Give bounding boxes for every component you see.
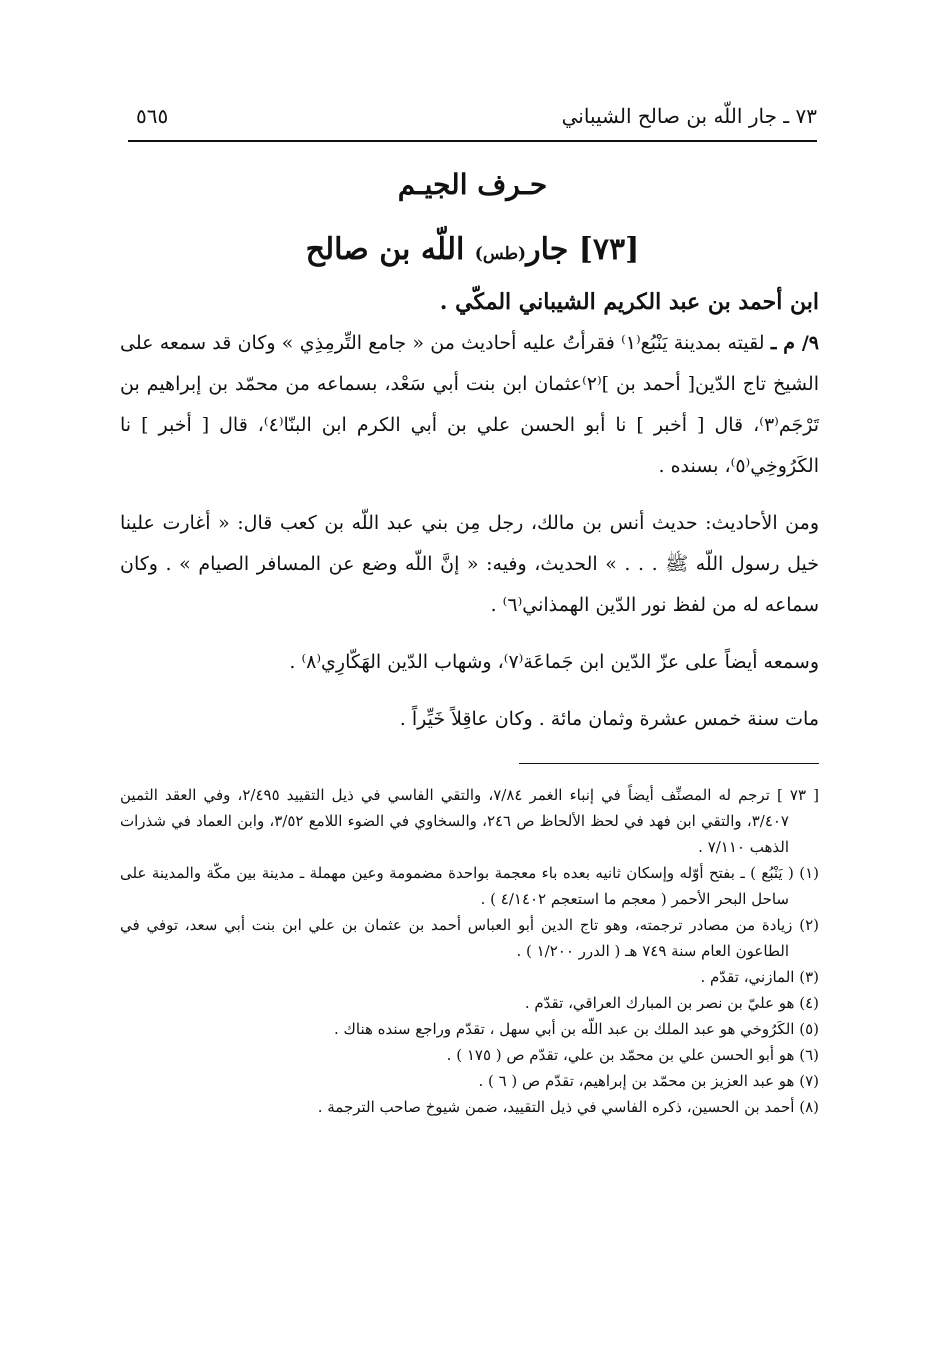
entry-siglum: (طس) — [474, 244, 527, 264]
entry-number: [٧٣] — [578, 232, 640, 267]
entry-lineage: ابن أحمد بن عبد الكريم الشيباني المكّي . — [439, 289, 819, 315]
footnote-4: (٤) هو عليّ بن نصر بن المبارك العراقي، تقدّم . — [524, 994, 819, 1012]
entry-heading — [128, 232, 817, 267]
page-number: ٥٦٥ — [136, 104, 169, 128]
footnote-5: (٥) الكَرُوخي هو عبد الملك بن عبد اللّه بن أبي سهل ، تقدّم وراجع سنده هناك . — [333, 1020, 819, 1038]
footnote-6: (٦) هو أبو الحسن علي بن محمّد بن علي، تقدّم ص ( ١٧٥ ) . — [446, 1046, 819, 1064]
running-header — [128, 100, 817, 142]
footnotes — [120, 782, 819, 1120]
footnote-2: (٢) زيادة من مصادر ترجمته، وهو تاج الدين أبو العباس أحمد بن عثمان بن علي ابن بنت أبي سعد، توفي في الطاعون العام سنة ٧٤٩ هـ ( الدرر ١/٢٠٠ ) . — [120, 916, 819, 960]
entry-name-first: جار — [526, 232, 569, 267]
footnote-separator — [519, 763, 819, 764]
footnote-1: (١) ( يَنْبُع ) ـ بفتح أوّله وإسكان ثانيه بعده باء معجمة بواحدة مضمومة وعين مهملة ـ مدينة بين مكّة والمدينة على ساحل البحر الأحمر ( معجم ما استعجم ٤/١٤٠٢ ) . — [120, 864, 819, 908]
footnote-8: (٨) أحمد بن الحسين، ذكره الفاسي في ذيل التقييد، ضمن شيوخ صاحب الترجمة . — [317, 1098, 819, 1116]
entry-name-rest: اللّه بن صالح — [305, 232, 465, 267]
section-heading: حـرف الجيـم — [397, 168, 548, 201]
paragraph-3: وسمعه أيضاً على عزّ الدّين ابن جَماعَة⁽٧⁾، وشهاب الدّين الهَكّارِي⁽٨⁾ . — [289, 651, 819, 673]
paragraph-4: مات سنة خمس عشرة وثمان مائة . وكان عاقِلاً خَيِّراً . — [399, 708, 819, 730]
paragraph-1-siglum: ٩/ م ـ — [770, 332, 820, 354]
paragraph-1 — [120, 323, 819, 487]
running-title: ٧٣ ـ جار اللّه بن صالح الشيباني — [561, 104, 817, 128]
footnote-3: (٣) المازني، تقدّم . — [700, 968, 819, 986]
footnote-7: (٧) هو عبد العزيز بن محمّد بن إبراهيم، تقدّم ص ( ٦ ) . — [478, 1072, 819, 1090]
body-text — [120, 282, 819, 740]
paragraph-2: ومن الأحاديث: حديث أنس بن مالك، رجل مِن بني عبد اللّه بن كعب قال: « أغارت علينا خيل رسول اللّه ﷺ . . . » الحديث، وفيه: « إنَّ اللّه وضع عن المسافر الصيام » . وكان سماعه له من لفظ نور الدّين الهمذاني⁽٦⁾ . — [120, 512, 819, 616]
paragraph-1-text: لقيته بمدينة يَنْبُع⁽١⁾ فقرأتُ عليه أحاديث من « جامع التِّرمِذِي » وكان قد سمعه على الشيخ تاج الدّين[ أحمد بن ]⁽٢⁾عثمان ابن بنت أبي سَعْد، بسماعه من محمّد بن إبراهيم بن تَرْجَم⁽٣⁾، قال [ أخبر ] نا أبو الحسن علي بن أبي الكرم ابن البنّا⁽٤⁾، قال [ أخبر ] نا الكَرُوخِي⁽٥⁾، بسنده . — [120, 332, 819, 477]
footnote-main: [ ٧٣ ] ترجم له المصنِّف أيضاً في إنباء الغمر ٧/٨٤، والتقي الفاسي في ذيل التقييد ٢/٤٩٥، وفي العقد الثمين ٣/٤٠٧، والتقي ابن فهد في لحظ الألحاظ ص ٢٤٦، والسخاوي في الضوء اللامع ٣/٥٢، وابن العماد في شذرات الذهب ٧/١١٠ . — [120, 786, 819, 856]
